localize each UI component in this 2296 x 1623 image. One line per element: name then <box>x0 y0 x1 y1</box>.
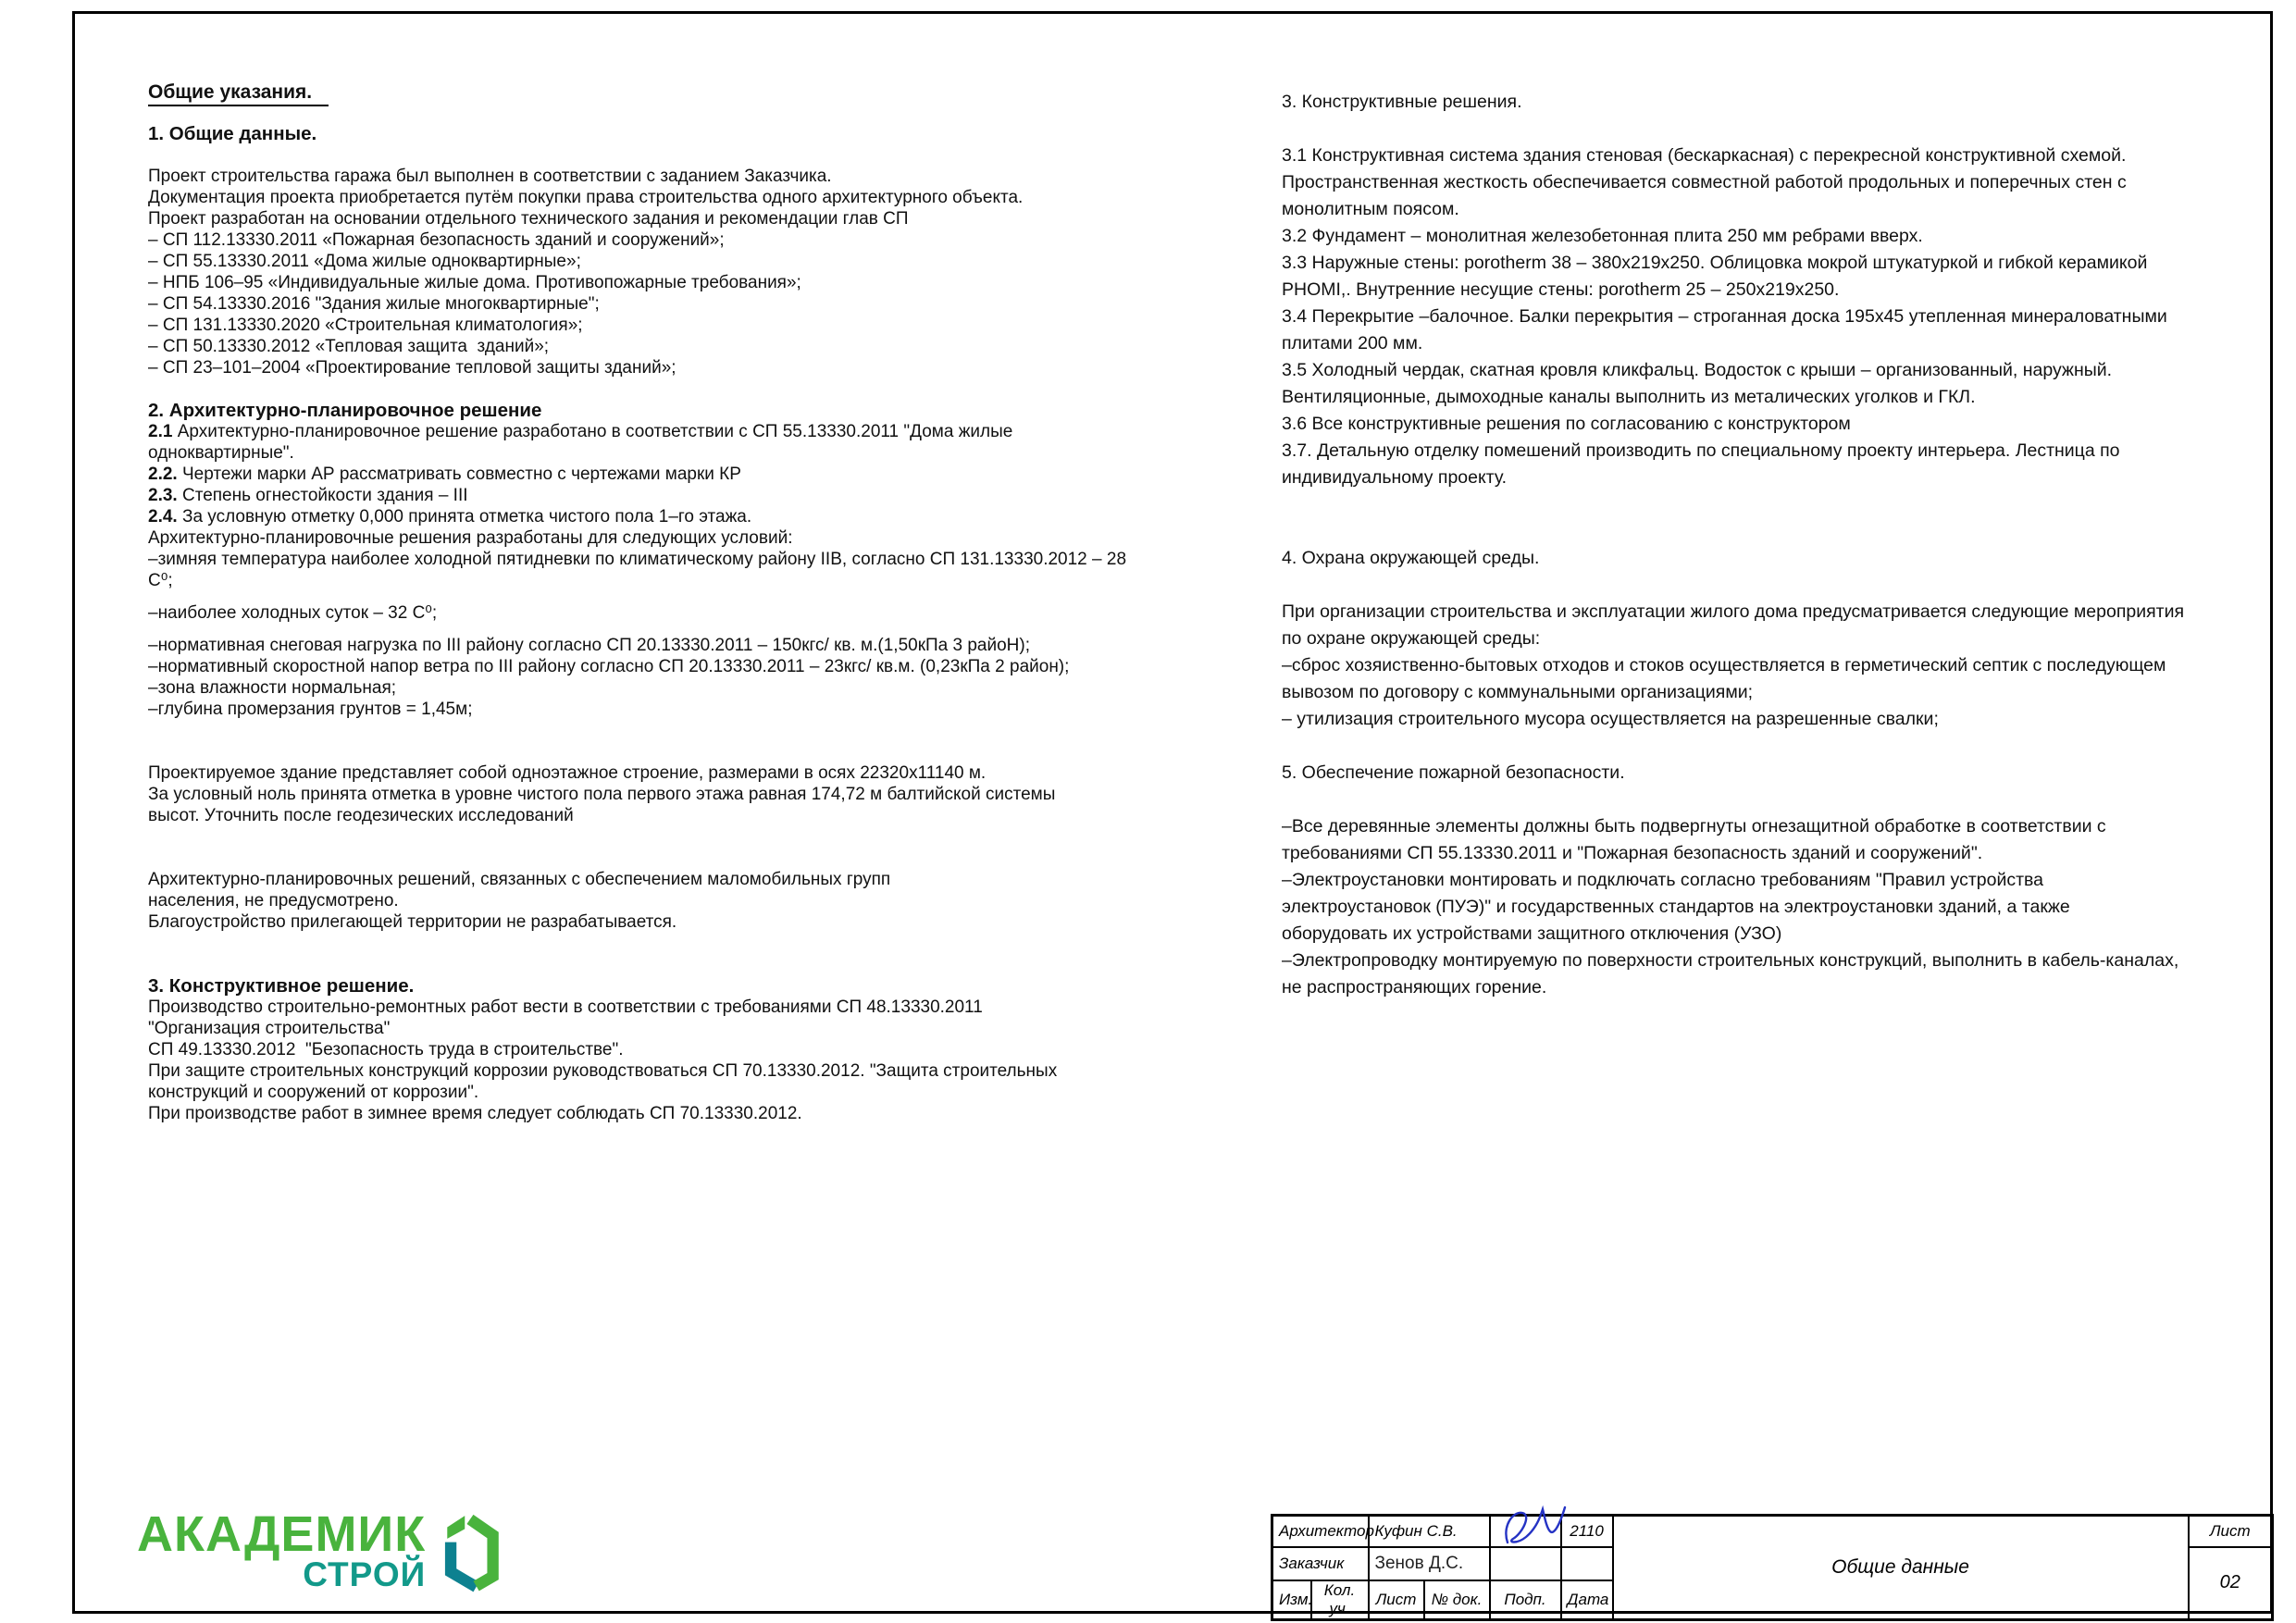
line-text: 2. Архитектурно-планировочное решение <box>148 400 542 421</box>
line-text: не распространяющих горение. <box>1282 977 1547 997</box>
text-line <box>148 656 1249 677</box>
line-text: С⁰; <box>148 571 173 590</box>
text-line <box>148 357 1249 378</box>
line-text: За условный ноль принята отметка в уровне чистого пола первого этажа равная 174,72 м балтийской системы <box>148 785 1056 804</box>
line-text: За условную отметку 0,000 принята отметка чистого пола 1–го этажа. <box>177 507 752 527</box>
line-text: вывозом по договору с коммунальными организациями; <box>1282 682 1754 702</box>
line-text: населения, не предусмотрено. <box>148 891 399 911</box>
stamp-sheet-label: Лист <box>2189 1516 2273 1547</box>
text-line <box>148 890 1249 911</box>
line-text: Документация проекта приобретается путём покупки права строительства одного архитектурного объекта. <box>148 188 1024 207</box>
text-line <box>148 805 1249 826</box>
text-line <box>148 699 1249 720</box>
line-text: 3.1 Конструктивная система здания стеновая (бескаркасная) с перекресной конструктивной схемой. <box>1282 145 2127 166</box>
text-line <box>148 506 1249 527</box>
text-line <box>148 144 1249 166</box>
line-text: –нормативная снеговая нагрузка по III району согласно СП 20.13330.2011 – 150кгс/ кв. м.(1,50кПа 3 райоН); <box>148 636 1031 655</box>
text-line <box>1282 921 2272 948</box>
stamp-col-list: Лист <box>1369 1580 1424 1620</box>
text-line <box>148 293 1249 315</box>
text-line <box>148 272 1249 293</box>
stamp-col-izm: Изм. <box>1272 1580 1311 1620</box>
stamp-date-architect: 2110 <box>1561 1516 1613 1547</box>
line-text: монолитным поясом. <box>1282 199 1459 219</box>
text-line <box>148 624 1249 635</box>
line-text: "Организация строительства" <box>148 1019 391 1038</box>
text-line <box>148 102 1249 123</box>
text-line <box>1282 572 2272 599</box>
line-text: –Все деревянные элементы должны быть подвергнуты огнезащитной обработке в соответствии с <box>1282 816 2106 836</box>
line-text: Благоустройство прилегающей территории не разрабатывается. <box>148 912 677 932</box>
line-text: – НПБ 106–95 «Индивидуальные жилые дома. Противопожарные требования»; <box>148 273 801 292</box>
text-line <box>1282 948 2272 974</box>
text-line <box>1282 304 2272 330</box>
line-number: 2.1 <box>148 422 173 441</box>
stamp-col-ndok: № док. <box>1424 1580 1490 1620</box>
text-line <box>1282 599 2272 626</box>
line-text: 4. Охрана окружающей среды. <box>1282 548 1540 568</box>
text-line <box>1282 974 2272 1001</box>
line-text: 3.7. Детальную отделку помешений производить по специальному проекту интерьера. Лестница по <box>1282 440 2120 461</box>
text-line <box>148 570 1249 591</box>
stamp-role-architect: Архитектор <box>1272 1516 1369 1547</box>
text-line <box>1282 465 2272 491</box>
text-line <box>1282 840 2272 867</box>
text-line <box>148 997 1249 1018</box>
line-text: Проект строительства гаража был выполнен в соответствии с заданием Заказчика. <box>148 167 832 186</box>
line-text: 3.4 Перекрытие –балочное. Балки перекрытия – строганная доска 195х45 утепленная минераловатными <box>1282 306 2167 327</box>
text-line <box>148 591 1249 602</box>
text-line <box>148 602 1249 624</box>
text-line <box>1282 357 2272 384</box>
signature <box>1496 1517 1555 1546</box>
text-line <box>148 464 1249 485</box>
text-line <box>148 378 1249 400</box>
line-text: СП 49.13330.2012 "Безопасность труда в строительстве". <box>148 1040 624 1059</box>
text-line <box>148 187 1249 208</box>
text-line <box>1282 116 2272 142</box>
line-number: 2.4. <box>148 507 178 527</box>
right-column-text <box>1282 89 2272 1001</box>
line-text: 3.2 Фундамент – монолитная железобетонная плита 250 мм ребрами вверх. <box>1282 226 1923 246</box>
line-text: электроустановок (ПУЭ)" и государственных стандартов на электроустановки зданий, а также <box>1282 897 2070 917</box>
text-line <box>148 677 1249 699</box>
text-line <box>148 315 1249 336</box>
line-text: конструкций и сооружений от коррозии". <box>148 1083 479 1102</box>
line-text: плитами 200 мм. <box>1282 333 1423 353</box>
line-text: оборудовать их устройствами защитного отключения (УЗО) <box>1282 923 1782 944</box>
line-text: 3.3 Наружные стены: porotherm 38 – 380х219х250. Облицовка мокрой штукатуркой и гибкой керамикой <box>1282 253 2148 273</box>
line-text: При производстве работ в зимнее время следует соблюдать СП 70.13330.2012. <box>148 1104 802 1123</box>
line-text: 3.6 Все конструктивные решения по согласованию с конструктором <box>1282 414 1851 434</box>
line-text: –Электропроводку монтируемую по поверхности строительных конструкций, выполнить в кабель-каналах, <box>1282 950 2179 971</box>
line-text: –нормативный скоростной напор ветра по III району согласно СП 20.13330.2011 – 23кгс/ кв.м. (0,23кПа 2 район); <box>148 657 1070 676</box>
line-text: одноквартирные". <box>148 443 294 463</box>
line-text: – СП 131.13330.2020 «Строительная климатология»; <box>148 316 583 335</box>
text-line <box>1282 89 2272 116</box>
text-line <box>148 1060 1249 1082</box>
text-line <box>1282 652 2272 679</box>
text-line <box>148 400 1249 421</box>
text-line <box>148 869 1249 890</box>
line-text: Производство строительно-ремонтных работ вести в соответствии с требованиями СП 48.13330.2011 <box>148 997 983 1017</box>
text-line <box>1282 867 2272 894</box>
text-line <box>148 1103 1249 1124</box>
line-text: по охране окружающей среды: <box>1282 628 1541 649</box>
logo-stroy-text: СТРОЙ <box>303 1555 427 1593</box>
stamp-doc-title: Общие данные <box>1613 1516 2189 1620</box>
line-text: PHOMI,. Внутренние несущие стены: porotherm 25 – 250х219х250. <box>1282 279 1840 300</box>
stamp-col-koluch: Кол. уч. <box>1311 1580 1369 1620</box>
text-line <box>1282 679 2272 706</box>
text-line <box>1282 706 2272 733</box>
line-text: Общие указания. <box>148 81 329 106</box>
line-text: Чертежи марки АР рассматривать совместно с чертежами марки КР <box>177 465 741 484</box>
line-text: При защите строительных конструкций коррозии руководствоваться СП 70.13330.2012. "Защита строительных <box>148 1061 1058 1081</box>
line-text: Степень огнестойкости здания – III <box>177 486 468 505</box>
text-line <box>1282 384 2272 411</box>
text-line <box>148 741 1249 762</box>
stamp-role-client: Заказчик <box>1272 1547 1369 1580</box>
text-line <box>148 1082 1249 1103</box>
line-text: –Электроустановки монтировать и подключать согласно требованиям "Правил устройства <box>1282 870 2043 890</box>
text-line <box>148 762 1249 784</box>
text-line <box>148 954 1249 975</box>
line-text: 5. Обеспечение пожарной безопасности. <box>1282 762 1625 783</box>
text-line <box>148 720 1249 741</box>
line-number: 2.3. <box>148 486 178 505</box>
line-text: высот. Уточнить после геодезических исследований <box>148 806 574 825</box>
text-line <box>148 1039 1249 1060</box>
stamp-name-client: Зенов Д.С. <box>1369 1547 1490 1580</box>
line-text: Проектируемое здание представляет собой одноэтажное строение, размерами в осях 22320х11140 м. <box>148 763 987 783</box>
text-line <box>148 848 1249 869</box>
text-line <box>148 421 1249 442</box>
text-line <box>148 251 1249 272</box>
line-text: Проект разработан на основании отдельного технического задания и рекомендации глав СП <box>148 209 909 229</box>
line-text: 3. Конструктивные решения. <box>1282 92 1522 112</box>
text-line <box>1282 250 2272 277</box>
line-text: –сброс хозяиственно-бытовых отходов и стоков осуществляется в герметический септик с последующем <box>1282 655 2166 675</box>
text-line <box>148 549 1249 570</box>
text-line <box>1282 169 2272 196</box>
line-text: Архитектурно-планировочные решения разработаны для следующих условий: <box>148 528 793 548</box>
logo-akademik-text: АКАДЕМИК <box>137 1506 427 1562</box>
text-line <box>148 527 1249 549</box>
line-text: –зона влажности нормальная; <box>148 678 397 698</box>
text-line <box>1282 330 2272 357</box>
text-line <box>1282 894 2272 921</box>
line-text: – СП 55.13330.2011 «Дома жилые одноквартирные»; <box>148 252 581 271</box>
text-line <box>1282 518 2272 545</box>
text-line <box>148 166 1249 187</box>
text-line <box>1282 223 2272 250</box>
line-text: При организации строительства и эксплуатации жилого дома предусматривается следующие мероприятия <box>1282 601 2185 622</box>
text-line <box>1282 411 2272 438</box>
left-column-text <box>148 81 1249 1124</box>
line-text: –глубина промерзания грунтов = 1,45м; <box>148 700 473 719</box>
text-line <box>1282 760 2272 787</box>
text-line <box>148 336 1249 357</box>
text-line <box>1282 491 2272 518</box>
stamp-col-podp: Подп. <box>1490 1580 1561 1620</box>
line-text: –зимняя температура наиболее холодной пятидневки по климатическому району IIВ, согласно СП 131.13330.2012 – 28 <box>148 550 1127 569</box>
stamp-name-architect: Куфин С.В. <box>1369 1516 1490 1547</box>
text-line <box>148 123 1249 144</box>
line-text: 3. Конструктивное решение. <box>148 975 415 997</box>
company-logo <box>137 1506 503 1595</box>
text-line <box>1282 142 2272 169</box>
stamp-signature-cell <box>1490 1516 1561 1547</box>
text-line <box>148 784 1249 805</box>
text-line <box>1282 545 2272 572</box>
text-line <box>148 442 1249 464</box>
text-line <box>148 81 1249 102</box>
text-line <box>148 933 1249 954</box>
line-text: – СП 23–101–2004 «Проектирование тепловой защиты зданий»; <box>148 358 676 378</box>
line-text: –наиболее холодных суток – 32 С⁰; <box>148 603 438 623</box>
stamp-col-data: Дата <box>1561 1580 1613 1620</box>
stamp-date-client <box>1561 1547 1613 1580</box>
line-text: 3.5 Холодный чердак, скатная кровля кликфальц. Водосток с крыши – организованный, наружный. <box>1282 360 2113 380</box>
line-text: Архитектурно-планировочное решение разработано в соответствии с СП 55.13330.2011 "Дома жилые <box>172 422 1013 441</box>
line-text: Пространственная жесткость обеспечивается совместной работой продольных и поперечных стен с <box>1282 172 2127 192</box>
line-text: 1. Общие данные. <box>148 123 317 144</box>
text-line <box>148 1018 1249 1039</box>
text-line <box>1282 438 2272 465</box>
line-text: Архитектурно-планировочных решений, связанных с обеспечением маломобильных групп <box>148 870 891 889</box>
line-text: – СП 112.13330.2011 «Пожарная безопасность зданий и сооружений»; <box>148 230 725 250</box>
text-line <box>148 826 1249 848</box>
logo-text <box>137 1506 427 1593</box>
line-text: индивидуальному проекту. <box>1282 467 1508 488</box>
line-number: 2.2. <box>148 465 178 484</box>
text-line <box>1282 277 2272 304</box>
text-line <box>148 485 1249 506</box>
title-block <box>1271 1514 2274 1621</box>
line-text: требованиями СП 55.13330.2011 и "Пожарная безопасность зданий и сооружений". <box>1282 843 1983 863</box>
line-text: – СП 50.13330.2012 «Тепловая защита зданий»; <box>148 337 550 356</box>
line-text: Вентиляционные, дымоходные каналы выполнить из металических уголков и ГКЛ. <box>1282 387 1976 407</box>
text-line <box>148 911 1249 933</box>
line-text: – СП 54.13330.2016 "Здания жилые многоквартирные"; <box>148 294 600 314</box>
text-line <box>1282 787 2272 813</box>
text-line <box>148 229 1249 251</box>
line-text: – утилизация строительного мусора осуществляется на разрешенные свалки; <box>1282 709 1939 729</box>
text-line <box>1282 196 2272 223</box>
logo-house-icon <box>435 1510 503 1595</box>
stamp-sheet-number: 02 <box>2189 1547 2273 1620</box>
text-line <box>1282 733 2272 760</box>
text-line <box>1282 813 2272 840</box>
text-line <box>148 975 1249 997</box>
text-line <box>1282 626 2272 652</box>
text-line <box>148 208 1249 229</box>
text-line <box>148 635 1249 656</box>
